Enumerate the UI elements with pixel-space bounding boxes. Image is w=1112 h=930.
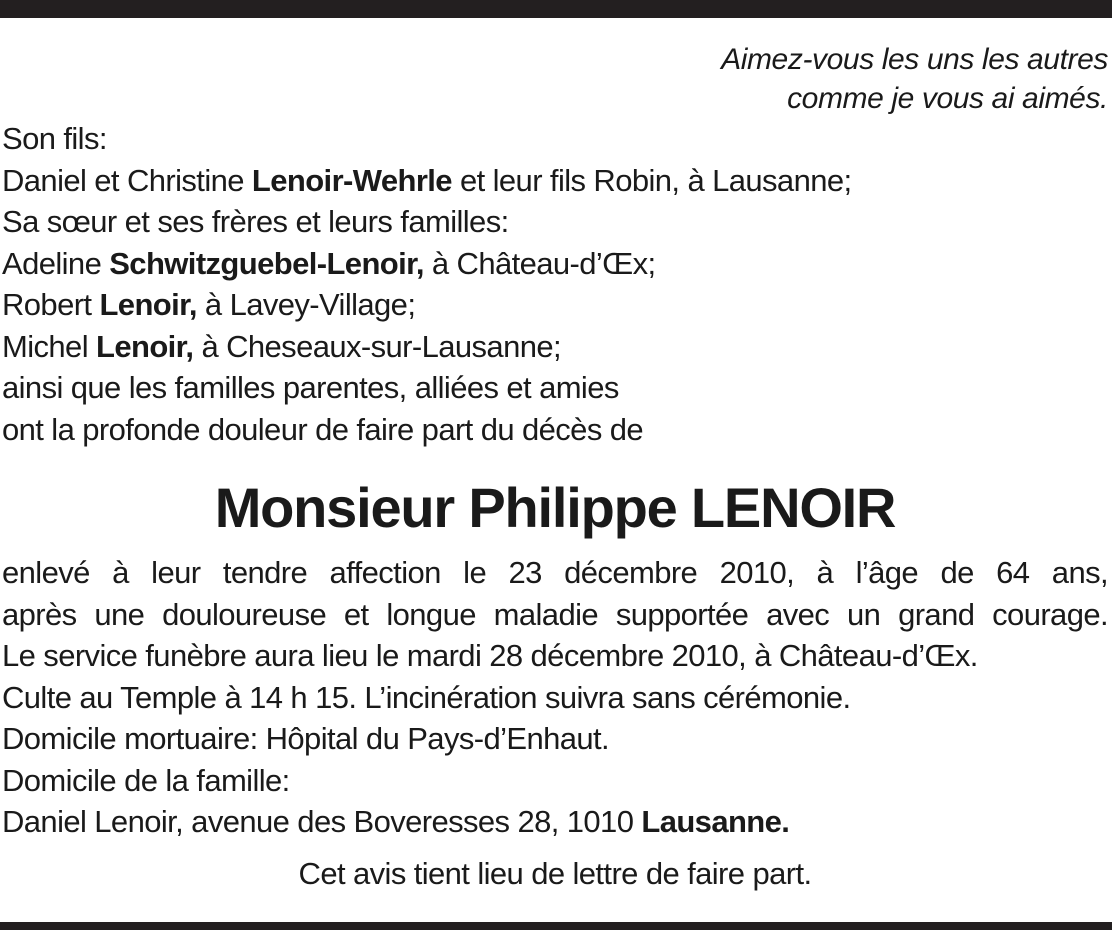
sibling-line-suffix: à Château-d’Œx;	[423, 245, 656, 281]
sibling-line-suffix: à Cheseaux-sur-Lausanne;	[193, 328, 562, 364]
sibling-line-surname: Lenoir,	[99, 287, 197, 322]
detail-line: Culte au Temple à 14 h 15. L’incinération suivra sans cérémonie.	[2, 679, 851, 715]
son-line-prefix: Daniel et Christine	[2, 162, 252, 198]
relatives-line: ainsi que les familles parentes, alliées et amies	[2, 370, 619, 405]
top-rule	[0, 0, 1112, 18]
obituary-notice	[2, 40, 1108, 894]
epigraph-line-2: comme je vous ai aimés.	[787, 82, 1108, 115]
detail-line: enlevé à leur tendre affection le 23 décembre 2010, à l’âge de 64 ans,	[2, 555, 1108, 590]
sibling-line-prefix: Michel	[2, 328, 96, 364]
sibling-line	[2, 284, 1108, 326]
detail-line: Domicile mortuaire: Hôpital du Pays-d’Enhaut.	[2, 721, 610, 756]
sibling-line-prefix: Adeline	[2, 245, 110, 281]
closing-note: Cet avis tient lieu de lettre de faire part.	[298, 855, 812, 891]
sibling-line	[2, 243, 1108, 285]
sibling-line-surname: Lenoir,	[96, 328, 194, 364]
family-address	[2, 801, 1108, 843]
sibling-line	[2, 326, 1108, 368]
son-heading: Son fils:	[2, 121, 107, 156]
announcement-line: ont la profonde douleur de faire part du décès de	[2, 411, 644, 447]
son-line	[2, 160, 1108, 202]
family-address-city: Lausanne.	[641, 804, 790, 839]
detail-line: Le service funèbre aura lieu le mardi 28 décembre 2010, à Château-d’Œx.	[2, 638, 978, 673]
sibling-line-suffix: à Lavey-Village;	[196, 287, 416, 322]
epigraph-line-1: Aimez-vous les uns les autres	[721, 43, 1108, 76]
son-line-surname: Lenoir-Wehrle	[251, 162, 452, 198]
deceased-name: Monsieur Philippe LENOIR	[214, 476, 896, 539]
family-address-text: Daniel Lenoir, avenue des Boveresses 28, 1010	[2, 804, 642, 839]
sibling-line-surname: Schwitzguebel-Lenoir,	[109, 245, 424, 281]
detail-line: après une douloureuse et longue maladie supportée avec un grand courage.	[2, 596, 1108, 632]
bottom-rule	[0, 922, 1112, 930]
siblings-heading: Sa sœur et ses frères et leurs familles:	[2, 204, 509, 239]
sibling-line-prefix: Robert	[2, 287, 100, 322]
detail-line: Domicile de la famille:	[2, 762, 290, 798]
son-line-suffix: et leur fils Robin, à Lausanne;	[451, 162, 852, 198]
